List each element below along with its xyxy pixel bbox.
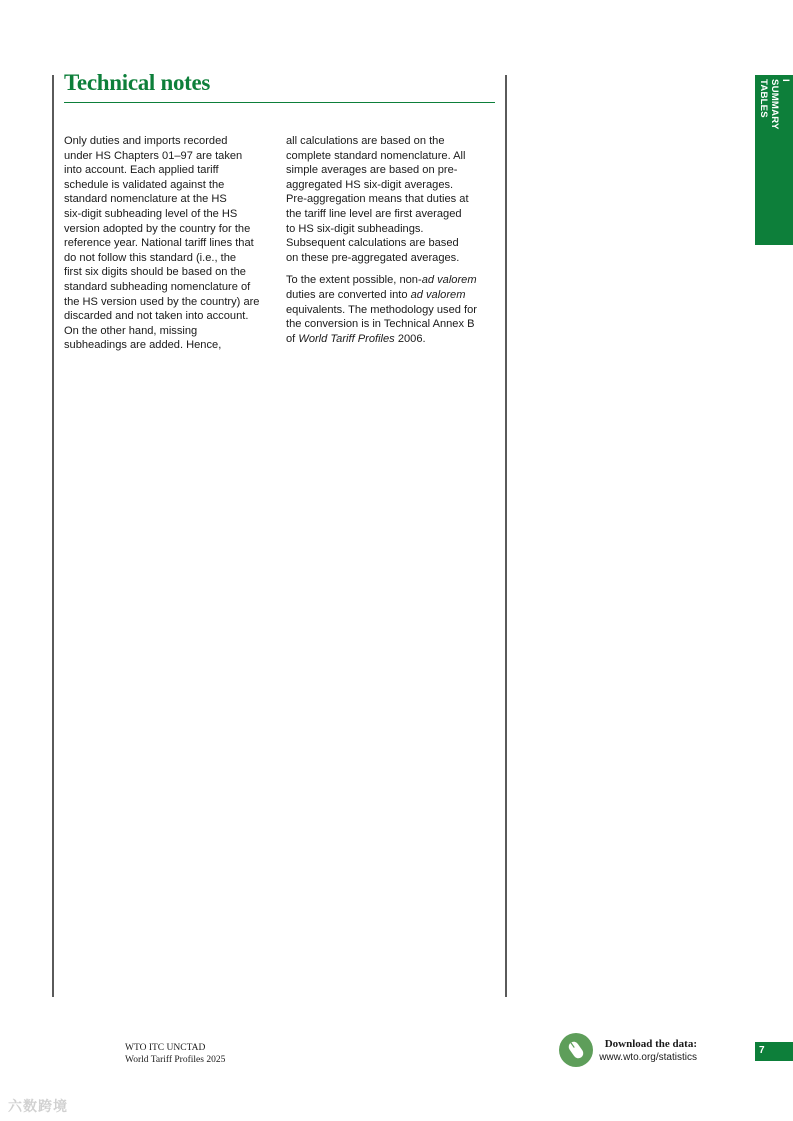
text-line: do not follow this standard (i.e., the (64, 251, 237, 264)
watermark-logo: 六数跨境 (8, 1098, 68, 1114)
text-line: Subsequent calculations are based (286, 237, 459, 250)
download-data-link[interactable]: Download the data: www.wto.org/statistics (599, 1038, 697, 1063)
page-number: 7 (755, 1042, 793, 1061)
paragraph-2 (286, 134, 494, 265)
text-line: standard subheading nomenclature of (64, 280, 251, 293)
text-line: schedule is validated against the (64, 178, 225, 191)
text-line: Pre-aggregation means that duties at (286, 193, 469, 206)
mouse-download-icon[interactable] (558, 1032, 594, 1068)
text-line: under HS Chapters 01–97 are taken (64, 149, 243, 162)
text-column-2 (286, 134, 494, 354)
text-line: Only duties and imports recorded (64, 135, 228, 147)
left-margin-rule (52, 75, 54, 997)
text-line: all calculations are based on the (286, 135, 445, 147)
text-line: reference year. National tariff lines that (64, 237, 254, 250)
text-column-1 (64, 134, 272, 361)
text-line: to HS six-digit subheadings. (286, 222, 424, 235)
text-line: first six digits should be based on the (64, 266, 246, 279)
text-line: standard nomenclature at the HS (64, 193, 227, 206)
text-line: the HS version used by the country) are (64, 295, 260, 308)
text-line: complete standard nomenclature. All (286, 149, 466, 162)
paragraph-1 (64, 134, 272, 353)
text-line: subheadings are added. Hence, (64, 339, 222, 352)
text-line: version adopted by the country for the (64, 222, 251, 235)
page-title: Technical notes (64, 70, 211, 95)
footer-publisher: WTO ITC UNCTAD World Tariff Profiles 2025 (125, 1043, 226, 1065)
text-line: six-digit subheading level of the HS (64, 207, 238, 220)
title-underline (64, 102, 495, 103)
paragraph-3: To the extent possible, non-ad valorem duties are converted into ad valorem equivalents. The methodology used for the conversion is in Technical Annex B of World Tariff Profiles 2006. (286, 274, 477, 345)
text-line: on these pre-aggregated averages. (286, 251, 460, 264)
text-line: into account. Each applied tariff (64, 164, 219, 177)
text-line: discarded and not taken into account. (64, 310, 249, 323)
text-line: On the other hand, missing (64, 324, 198, 337)
text-line: the tariff line level are first averaged (286, 207, 462, 220)
text-line: simple averages are based on pre- (286, 164, 458, 177)
text-line: aggregated HS six-digit averages. (286, 178, 454, 191)
section-tab[interactable] (755, 75, 793, 245)
column-divider-rule (505, 75, 507, 997)
section-tab-label: I SUMMARY TABLES (758, 79, 791, 130)
